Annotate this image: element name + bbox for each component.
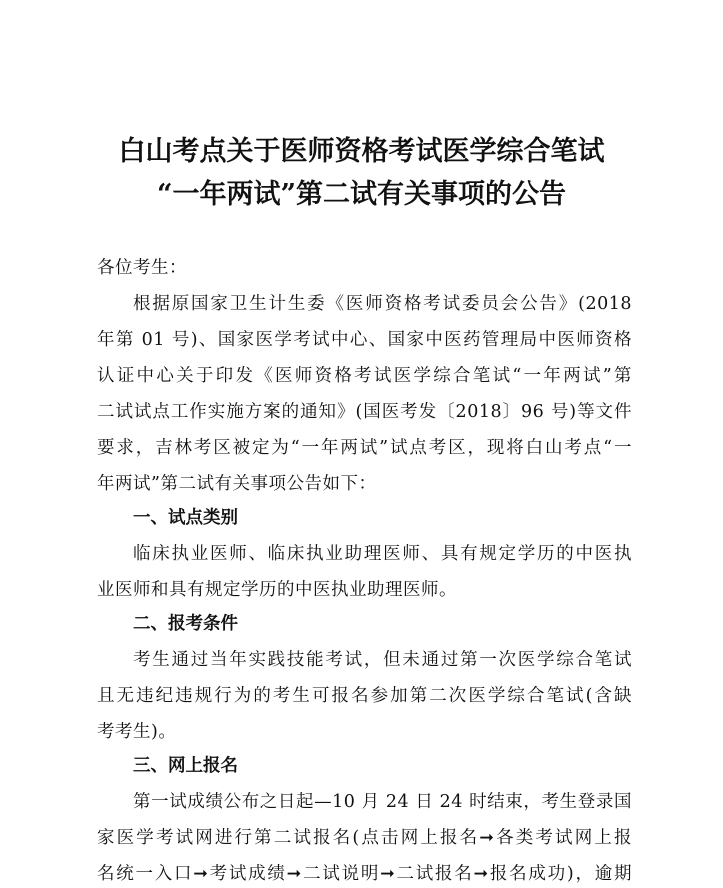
section-3-line: 第一试成绩公布之日起—10 月 24 日 24 时结束，考生登录国 [133,792,632,812]
salutation: 各位考生： [97,258,187,278]
section-1-line: 业医师和具有规定学历的中医执业助理医师。 [97,580,457,600]
intro-line: 认证中心关于印发《医师资格考试医学综合笔试“一年两试”第 [97,366,632,386]
section-1-line: 临床执业医师、临床执业助理医师、具有规定学历的中医执 [133,544,632,564]
section-3-line: 名统一入口➞考试成绩➞二试说明➞二试报名➞报名成功)，逾期 [97,864,632,884]
intro-line: 根据原国家卫生计生委《医师资格考试委员会公告》(2018 [133,294,632,314]
intro-line: 要求，吉林考区被定为“一年两试”试点考区，现将白山考点“一 [97,438,632,458]
intro-line: 年第 01 号)、国家医学考试中心、国家中医药管理局中医师资格 [97,330,632,350]
document-title-line-2: “一年两试”第二试有关事项的公告 [156,179,567,210]
intro-line: 二试试点工作实施方案的通知》(国医考发〔2018〕96 号)等文件 [97,402,632,422]
section-2-line: 考考生)。 [97,722,177,742]
section-2-line: 考生通过当年实践技能考试，但未通过第一次医学综合笔试 [133,650,632,670]
section-3-line: 家医学考试网进行第二试报名(点击网上报名➞各类考试网上报 [97,828,632,848]
document-title-line-1: 白山考点关于医师资格考试医学综合笔试 [118,136,605,167]
section-2-line: 且无违纪违规行为的考生可报名参加第二次医学综合笔试(含缺 [97,686,632,706]
intro-line: 年两试”第二试有关事项公告如下： [97,474,377,494]
section-heading-3: 三、网上报名 [133,756,238,776]
section-heading-1: 一、试点类别 [133,508,238,528]
section-heading-2: 二、报考条件 [133,614,238,634]
